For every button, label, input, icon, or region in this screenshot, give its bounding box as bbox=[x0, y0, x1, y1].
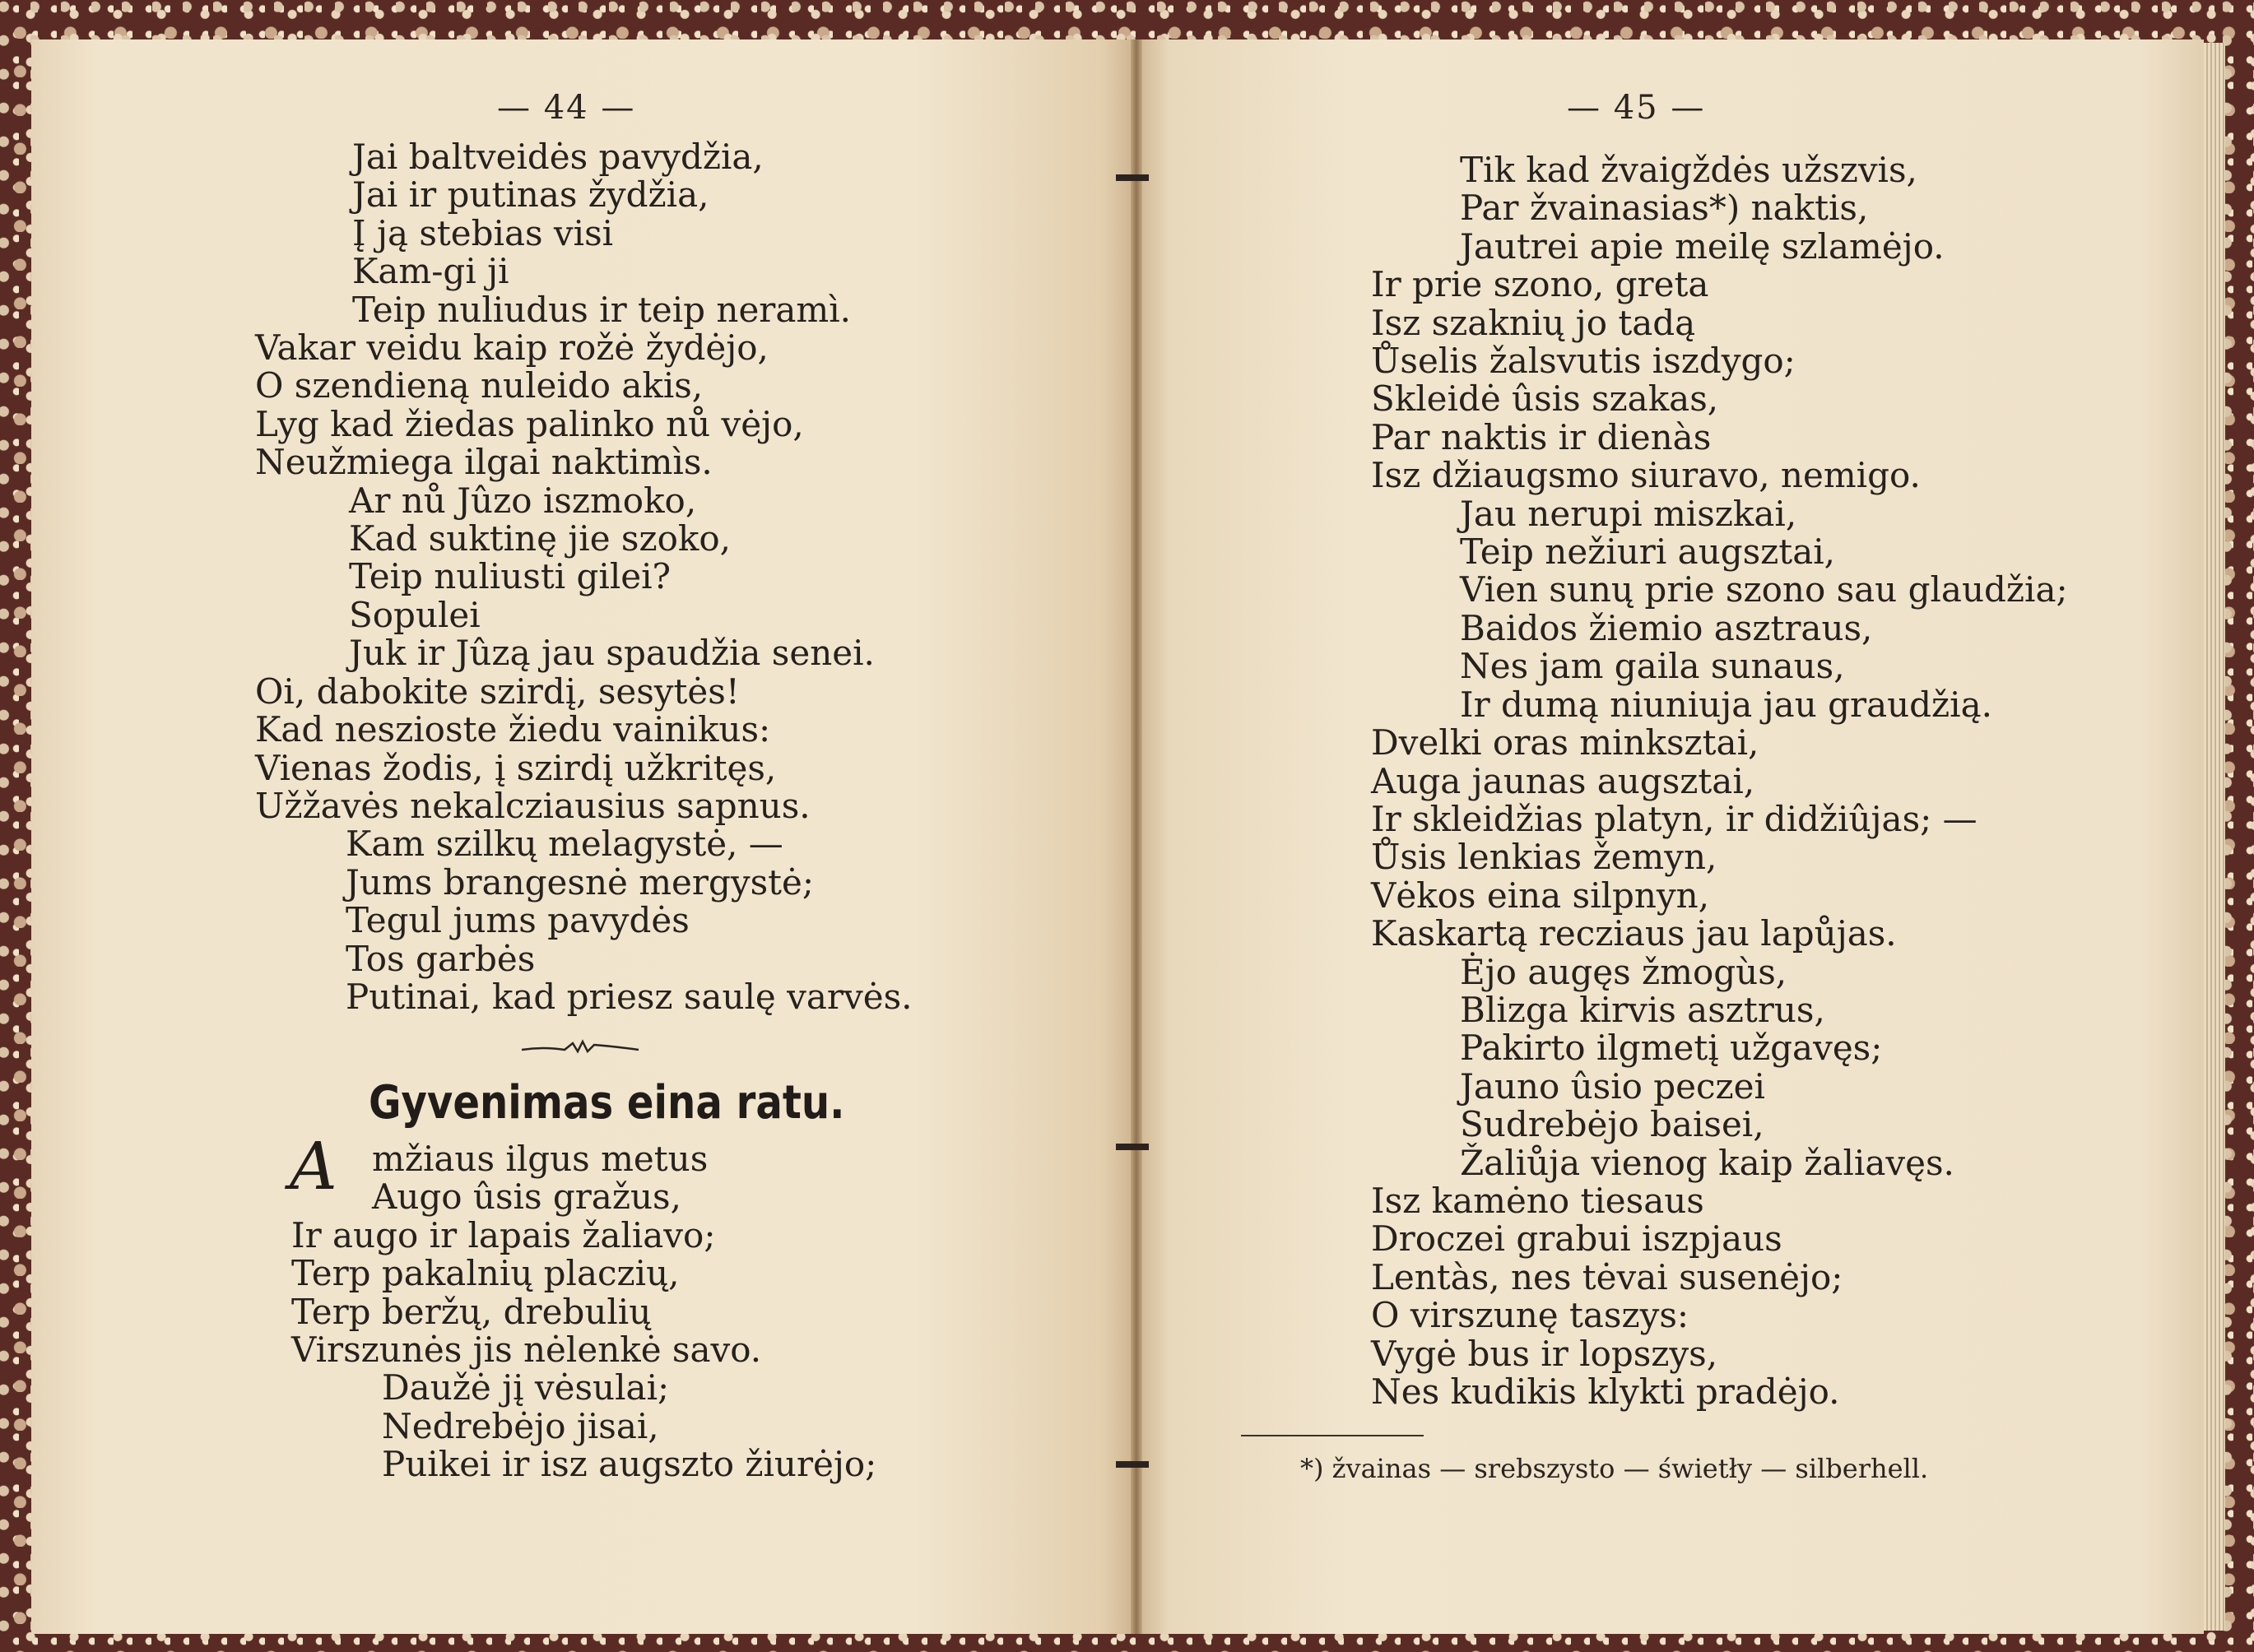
footnote: *) žvainas — srebszysto — świetły — silberhell. bbox=[1300, 1453, 1929, 1484]
verse-line: Ir augo ir lapais žaliavo; bbox=[291, 1214, 716, 1255]
verse-line: Vien sunų prie szono sau glaudžia; bbox=[1460, 569, 2068, 610]
verse-line: Baidos žiemio asztraus, bbox=[1460, 607, 1873, 648]
ornament-divider-icon bbox=[518, 1038, 642, 1058]
verse-line: Isz szaknių jo tadą bbox=[1371, 302, 1696, 343]
verse-line: Ar nů Jûzo iszmoko, bbox=[349, 480, 697, 521]
verse-line: O virszunę taszys: bbox=[1371, 1295, 1689, 1336]
page-edges bbox=[2204, 43, 2225, 1631]
verse-line: Žaliůja vienog kaip žaliavęs. bbox=[1460, 1142, 1954, 1183]
verse-line: Tegul jums pavydės bbox=[346, 900, 690, 941]
page-number-right: — 45 — bbox=[1567, 89, 1706, 127]
verse-line: Par žvainasias*) naktis, bbox=[1460, 188, 1869, 229]
verse-line: Skleidė ûsis szakas, bbox=[1371, 378, 1719, 420]
verse-line: Augo ûsis gražus, bbox=[372, 1176, 681, 1218]
binding-stitch bbox=[1116, 1144, 1149, 1150]
verse-line: Ėjo augęs žmogùs, bbox=[1460, 951, 1787, 992]
verse-line: Blizga kirvis asztrus, bbox=[1460, 989, 1825, 1030]
verse-line: Lentàs, nes tėvai susenėjo; bbox=[1371, 1256, 1843, 1297]
verse-line: Tik kad žvaigždės užszvis, bbox=[1460, 150, 1917, 190]
verse-line: Teip nuliudus ir teip neramì. bbox=[352, 289, 852, 330]
verse-line: Jau nerupi miszkai, bbox=[1460, 493, 1797, 534]
binding-stitch bbox=[1116, 1461, 1149, 1468]
verse-line: Kam szilkų melagystė, — bbox=[346, 824, 783, 865]
drop-cap: A bbox=[290, 1128, 337, 1204]
verse-line: Dvelki oras minksztai, bbox=[1371, 722, 1759, 763]
page-number-left: — 44 — bbox=[497, 89, 636, 127]
verse-line: Vėkos eina silpnyn, bbox=[1371, 875, 1710, 916]
verse-line: Ůsis lenkias žemyn, bbox=[1371, 837, 1717, 878]
verse-line: Isz kamėno tiesaus bbox=[1371, 1180, 1704, 1221]
verse-line: Kam-gi ji bbox=[352, 251, 509, 292]
verse-line: Tos garbės bbox=[346, 938, 536, 979]
verse-line: Sudrebėjo baisei, bbox=[1460, 1104, 1764, 1145]
verse-line: Terp pakalnių placzių, bbox=[291, 1253, 680, 1294]
verse-line: Teip nežiuri augsztai, bbox=[1460, 531, 1836, 573]
verse-line: Juk ir Jûzą jau spaudžia senei. bbox=[349, 633, 875, 674]
verse-line: Kad suktinę jie szoko, bbox=[349, 518, 731, 559]
binding-stitch bbox=[1116, 174, 1149, 181]
verse-line: Droczei grabui iszpjaus bbox=[1371, 1218, 1782, 1260]
poem-title: Gyvenimas eina ratu. bbox=[369, 1076, 845, 1130]
verse-line: Virszunės jis nėlenkė savo. bbox=[291, 1329, 762, 1371]
verse-line: Jai ir putinas žydžia, bbox=[352, 174, 709, 216]
verse-line: Vakar veidu kaip rožė žydėjo, bbox=[255, 327, 769, 369]
verse-line: Į ją stebias visi bbox=[352, 212, 614, 253]
verse-line: Nedrebėjo jisai, bbox=[382, 1405, 659, 1446]
verse-line: Lyg kad žiedas palinko nů vėjo, bbox=[255, 403, 804, 444]
verse-line: Terp beržų, drebulių bbox=[291, 1291, 652, 1332]
verse-line: Užžavės nekalcziausius sapnus. bbox=[255, 785, 811, 826]
verse-line: Vienas žodis, į szirdį užkritęs, bbox=[255, 747, 777, 788]
verse-line: Teip nuliusti gilei? bbox=[349, 556, 672, 597]
verse-line: Oi, dabokite szirdį, sesytės! bbox=[255, 671, 740, 712]
verse-line: Puikei ir isz augszto žiurėjo; bbox=[382, 1444, 877, 1485]
verse-line: Putinai, kad priesz saulę varvės. bbox=[346, 976, 913, 1017]
verse-block bbox=[255, 138, 912, 1016]
verse-line: Par naktis ir dienàs bbox=[1371, 416, 1712, 457]
verse-line: Kaskartą recziaus jau lapůjas. bbox=[1371, 913, 1897, 954]
verse-line: Jums brangesnė mergystė; bbox=[346, 861, 815, 903]
verse-block bbox=[291, 1140, 876, 1484]
verse-line: Neužmiega ilgai naktimìs. bbox=[255, 442, 713, 483]
book-spine bbox=[1131, 39, 1142, 1634]
verse-line: Jauno ûsio peczei bbox=[1460, 1065, 1765, 1107]
verse-line: Nes jam gaila sunaus, bbox=[1460, 646, 1845, 687]
verse-line: Nes kudikis klykti pradėjo. bbox=[1371, 1371, 1840, 1412]
verse-line: Pakirto ilgmetį užgavęs; bbox=[1460, 1028, 1883, 1069]
verse-line: Daužė jį vėsulai; bbox=[382, 1367, 670, 1408]
verse-line: Sopulei bbox=[349, 594, 481, 635]
verse-line: Jautrei apie meilę szlamėjo. bbox=[1460, 225, 1945, 267]
verse-line: Vygė bus ir lopszys, bbox=[1371, 1333, 1718, 1374]
verse-line: Ir prie szono, greta bbox=[1371, 264, 1709, 305]
verse-line: Isz džiaugsmo siuravo, nemigo. bbox=[1371, 455, 1921, 496]
verse-line: Jai baltveidės pavydžia, bbox=[352, 137, 764, 177]
footnote-rule bbox=[1241, 1435, 1424, 1436]
verse-line: Ir dumą niuniuja jau graudžią. bbox=[1460, 684, 1993, 725]
verse-line: O szendieną nuleido akis, bbox=[255, 365, 704, 406]
verse-block bbox=[1371, 151, 2068, 1411]
verse-line: Auga jaunas augsztai, bbox=[1371, 760, 1755, 801]
verse-line: mžiaus ilgus metus bbox=[372, 1139, 709, 1179]
verse-line: Kad neszioste žiedu vainikus: bbox=[255, 709, 771, 750]
verse-line: Ir skleidžias platyn, ir didžiûjas; — bbox=[1371, 798, 1977, 839]
verse-line: Ůselis žalsvutis iszdygo; bbox=[1371, 341, 1796, 382]
